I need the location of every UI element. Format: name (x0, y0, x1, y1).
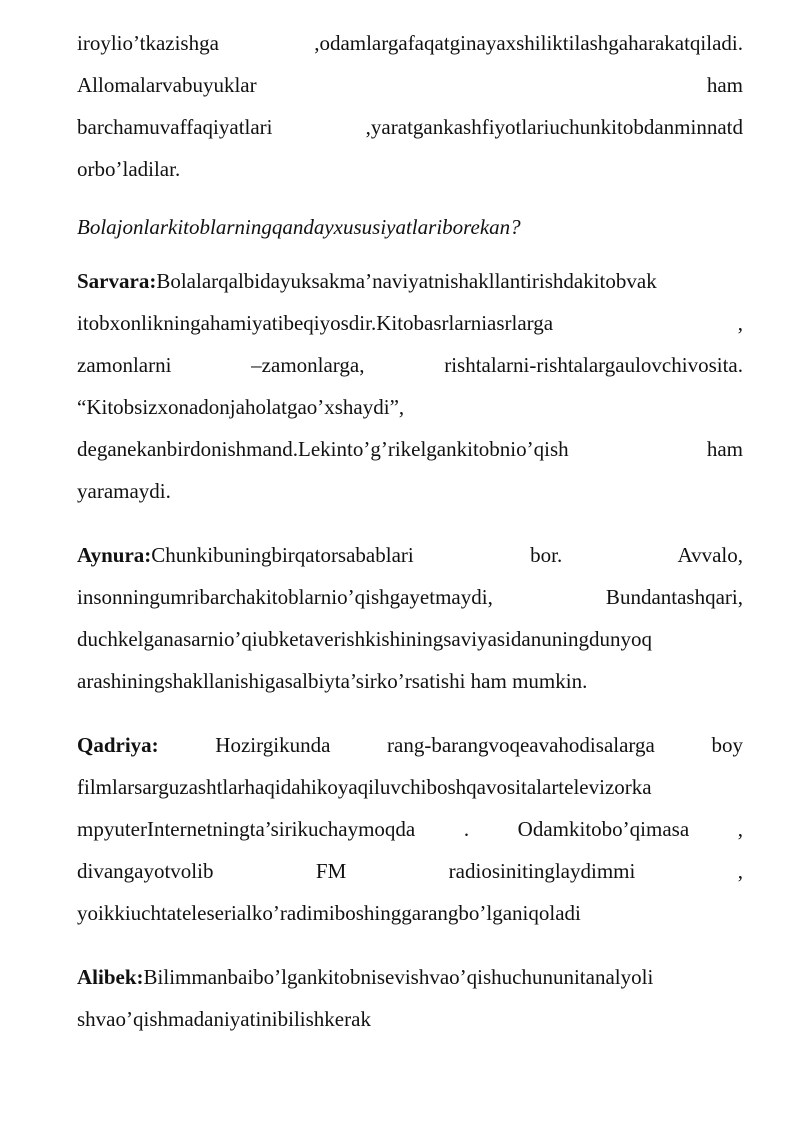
text-line: insonningumribarchakitoblarnio’qishgayetmaydi, Bundantashqari, (77, 585, 743, 609)
text-line (77, 534, 743, 576)
document-page (77, 22, 743, 1062)
text-line: duchkelganasarnio’qiubketaverishkishiningsaviyasidanuningdunyoq (77, 627, 653, 651)
intro-paragraph (77, 22, 743, 190)
text-line: yoikkiuchtateleserialko’radimiboshinggarangbo’lganiqoladi (77, 901, 581, 925)
text-line: zamonlarni –zamonlarga, rishtalarni-rishtalargaulovchivosita. (77, 353, 743, 377)
speech-text: Hozirgikunda rang-barangvoqeavahodisalarga boy (158, 733, 743, 757)
text-line (77, 260, 743, 302)
text-line (77, 956, 743, 998)
question-text: Bolajonlarkitoblarningqandayxususiyatlariborekan? (77, 215, 521, 239)
text-line: mpyuterInternetningta’sirikuchaymoqda . Odamkitobo’qimasa , (77, 817, 743, 841)
dialogue-sarvara (77, 260, 743, 512)
question-paragraph (77, 206, 743, 248)
text-line: Allomalarvabuyuklar ham (77, 73, 743, 97)
text-line: iroylio’tkazishga ,odamlargafaqatginayaxshiliktilashgaharakatqiladi. (77, 31, 743, 55)
text-line: filmlarsarguzashtlarhaqidahikoyaqiluvchiboshqavositalartelevizorka (77, 775, 652, 799)
text-line: divangayotvolib FM radiosinitinglaydimmi , (77, 859, 743, 883)
speaker-name: Alibek: (77, 965, 144, 989)
text-line: deganekanbirdonishmand.Lekinto’g’rikelgankitobnio’qish ham (77, 437, 743, 461)
speech-text: Chunkibuningbirqatorsabablari bor. Avvalo, (151, 543, 743, 567)
dialogue-aynura (77, 534, 743, 702)
speaker-name: Qadriya: (77, 733, 159, 757)
speech-text: Bolalarqalbidayuksakma’naviyatnishakllantirishdakitobvak (156, 269, 657, 293)
dialogue-alibek (77, 956, 743, 1040)
text-line: “Kitobsizxonadonjaholatgao’xshaydi”, (77, 395, 405, 419)
text-line (77, 724, 743, 766)
text-line: barchamuvaffaqiyatlari ,yaratgankashfiyotlariuchunkitobdanminnatd (77, 115, 743, 139)
text-line: orbo’ladilar. (77, 157, 181, 181)
text-line: arashiningshakllanishigasalbiyta’sirko’rsatishi ham mumkin. (77, 669, 588, 693)
text-line: yaramaydi. (77, 479, 171, 503)
text-line: itobxonlikningahamiyatibeqiyosdir.Kitobasrlarniasrlarga , (77, 311, 743, 335)
speaker-name: Sarvara: (77, 269, 157, 293)
speaker-name: Aynura: (77, 543, 152, 567)
speech-text: Bilimmanbaibo’lgankitobnisevishvao’qishuchununitanalyoli (143, 965, 654, 989)
dialogue-qadriya (77, 724, 743, 934)
text-line: shvao’qishmadaniyatinibilishkerak (77, 1007, 371, 1031)
